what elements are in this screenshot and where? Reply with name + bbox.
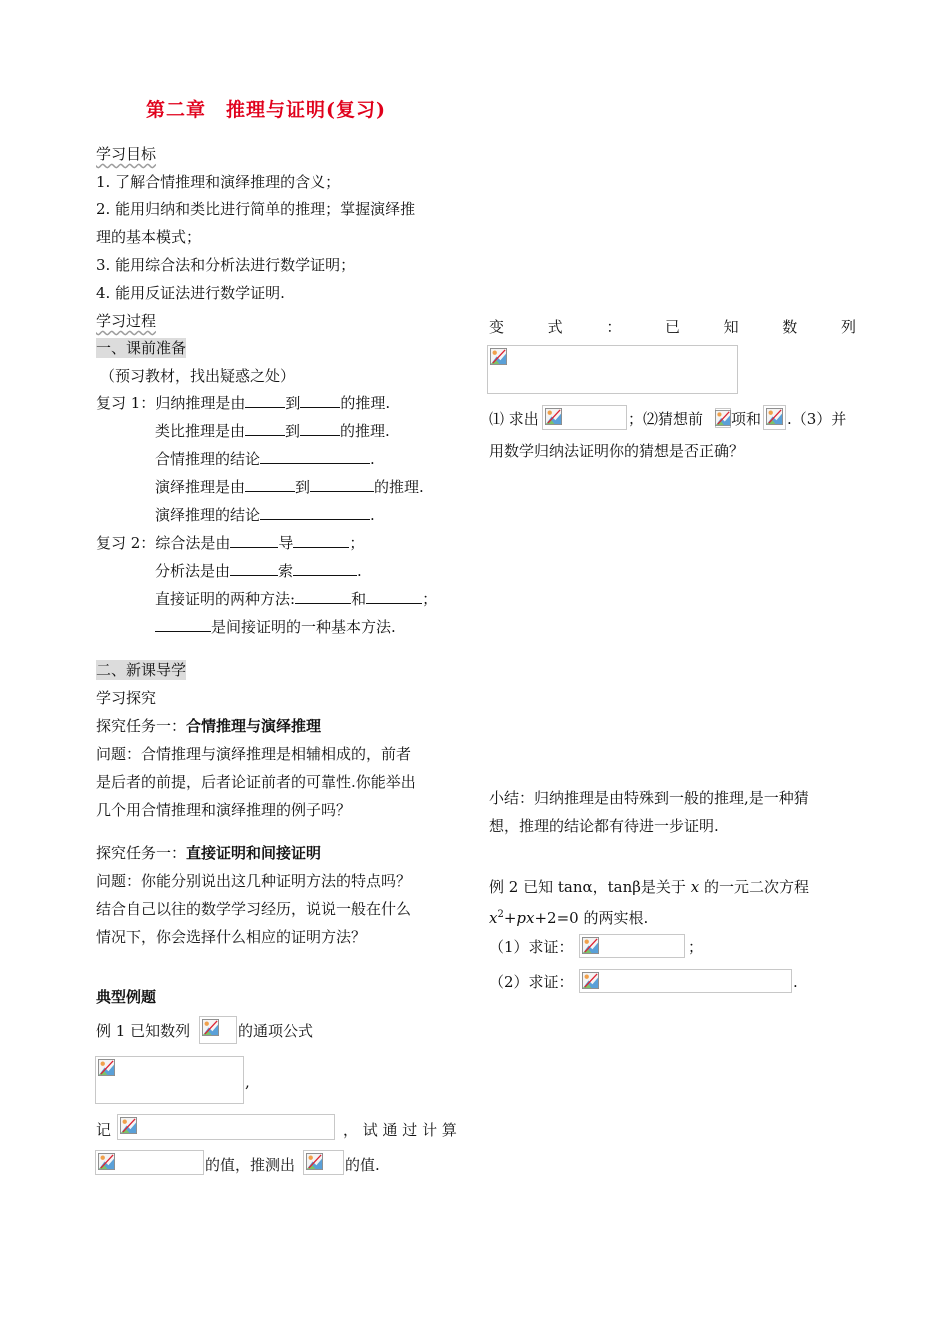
task-2-question: 情况下，你会选择什么相应的证明方法？ (96, 928, 367, 946)
fill-blank[interactable] (300, 421, 340, 436)
review-1-label: 复习 1： (96, 394, 156, 412)
fill-blank[interactable] (260, 449, 370, 464)
fill-blank[interactable] (300, 393, 340, 408)
example-1-text: ， 试 通 过 计 算 (343, 1121, 457, 1139)
review-1: 复习 1：归纳推理是由 到 的推理. (96, 394, 391, 412)
broken-image-icon (545, 408, 562, 425)
page-title: 第二章 推理与证明(复习) (146, 99, 386, 121)
example-1-comma: , (245, 1073, 250, 1091)
fill-blank[interactable] (366, 589, 422, 604)
fill-blank[interactable] (230, 533, 278, 548)
formula-image (117, 1114, 335, 1140)
formula-image (95, 1056, 244, 1104)
goal-item: 2. 能用归纳和类比进行简单的推理；掌握演绎推 (96, 200, 416, 218)
formula-image (542, 405, 627, 430)
summary-text: 小结：归纳推理是由特殊到一般的推理,是一种猜 (489, 789, 809, 807)
goals-heading: 学习目标 (96, 145, 157, 163)
review-2-line: 分析法是由 索 . (155, 562, 362, 580)
broken-image-icon (98, 1059, 115, 1076)
example-1-text: 记 (96, 1121, 112, 1139)
formula-image (487, 345, 738, 394)
goal-item: 4. 能用反证法进行数学证明. (96, 284, 285, 302)
review-1-line: 演绎推理的结论 . (155, 506, 375, 524)
formula-image (95, 1150, 204, 1175)
example-2-part: ； (688, 938, 704, 956)
formula-image (579, 934, 685, 958)
section-heading-new: 二、新课导学 (96, 661, 187, 679)
review-1-line: 合情推理的结论 . (155, 450, 375, 468)
example-2-equation: $x^2+px+2=0$ 的两实根. (489, 909, 649, 927)
goal-item: 1. 了解合情推理和演绎推理的含义； (96, 173, 341, 191)
broken-image-icon (766, 408, 783, 425)
variant-question: 项和 (731, 410, 762, 428)
broken-image-icon (490, 348, 507, 365)
broken-image-icon (715, 410, 731, 426)
formula-image (303, 1150, 344, 1175)
example-2-part: （1）求证： (489, 938, 574, 956)
task-2-heading: 探究任务一：直接证明和间接证明 (96, 844, 322, 862)
fill-blank[interactable] (155, 617, 211, 632)
formula-image (199, 1016, 237, 1044)
example-1-text: 的通项公式 (238, 1022, 314, 1040)
fill-blank[interactable] (293, 561, 357, 576)
fill-blank[interactable] (245, 421, 285, 436)
review-1-line: 类比推理是由 到 的推理. (155, 422, 390, 440)
fill-blank[interactable] (310, 477, 374, 492)
task-1-question: 问题：合情推理与演绎推理是相辅相成的，前者 (96, 745, 412, 763)
task-1-question: 几个用合情推理和演绎推理的例子吗？ (96, 801, 352, 819)
broken-image-icon (582, 972, 599, 989)
fill-blank[interactable] (230, 561, 278, 576)
broken-image-icon (582, 937, 599, 954)
fill-blank[interactable] (245, 393, 285, 408)
formula-image (763, 405, 786, 430)
goal-item: 理的基本模式； (96, 228, 202, 246)
task-1-heading: 探究任务一：合情推理与演绎推理 (96, 717, 322, 735)
broken-image-icon (306, 1153, 323, 1170)
formula-image (715, 408, 731, 428)
fill-blank[interactable] (260, 505, 370, 520)
explore-heading: 学习探究 (96, 689, 157, 707)
section-heading-prep: 一、课前准备 (96, 339, 187, 357)
preview-note: （预习教材，找出疑惑之处） (100, 367, 296, 385)
variant-question: .（3）并 (787, 410, 847, 428)
review-2-label: 复习 2： (96, 534, 156, 552)
goal-item: 3. 能用综合法和分析法进行数学证明； (96, 256, 356, 274)
review-2: 复习 2：综合法是由 导 ； (96, 534, 365, 552)
task-1-question: 是后者的前提，后者论证前者的可靠性.你能举出 (96, 773, 416, 791)
variant-heading: 变 式 ： 已 知 数 列 (489, 318, 856, 336)
fill-blank[interactable] (245, 477, 295, 492)
example-1-line: 例 1 已知数列 (96, 1022, 191, 1040)
formula-image (579, 969, 792, 993)
process-heading: 学习过程 (96, 312, 157, 330)
review-2-line: 是间接证明的一种基本方法. (155, 617, 396, 637)
variant-question: ⑴ 求出 (489, 410, 539, 428)
fill-blank[interactable] (293, 533, 349, 548)
broken-image-icon (202, 1019, 219, 1036)
variant-question: ；⑵猜想前 (628, 410, 704, 428)
variant-question: 用数学归纳法证明你的猜想是否正确？ (489, 442, 745, 460)
example-2-part: （2）求证： (489, 973, 574, 991)
review-1-line: 演绎推理是由 到 的推理. (155, 478, 424, 496)
summary-text: 想，推理的结论都有待进一步证明. (489, 817, 719, 835)
example-2-line: 例 2 已知 tanα，tanβ是关于 x 的一元二次方程 (489, 878, 809, 896)
examples-heading: 典型例题 (96, 988, 157, 1006)
review-2-line: 直接证明的两种方法: 和 ； (155, 590, 438, 608)
task-2-question: 问题：你能分别说出这几种证明方法的特点吗？ (96, 872, 412, 890)
broken-image-icon (98, 1153, 115, 1170)
example-2-part: . (793, 973, 798, 991)
example-1-text: 的值，推测出 (205, 1156, 296, 1174)
broken-image-icon (120, 1117, 137, 1134)
task-2-question: 结合自己以往的数学学习经历，说说一般在什么 (96, 900, 412, 918)
fill-blank[interactable] (295, 589, 351, 604)
example-1-text: 的值. (345, 1156, 380, 1174)
